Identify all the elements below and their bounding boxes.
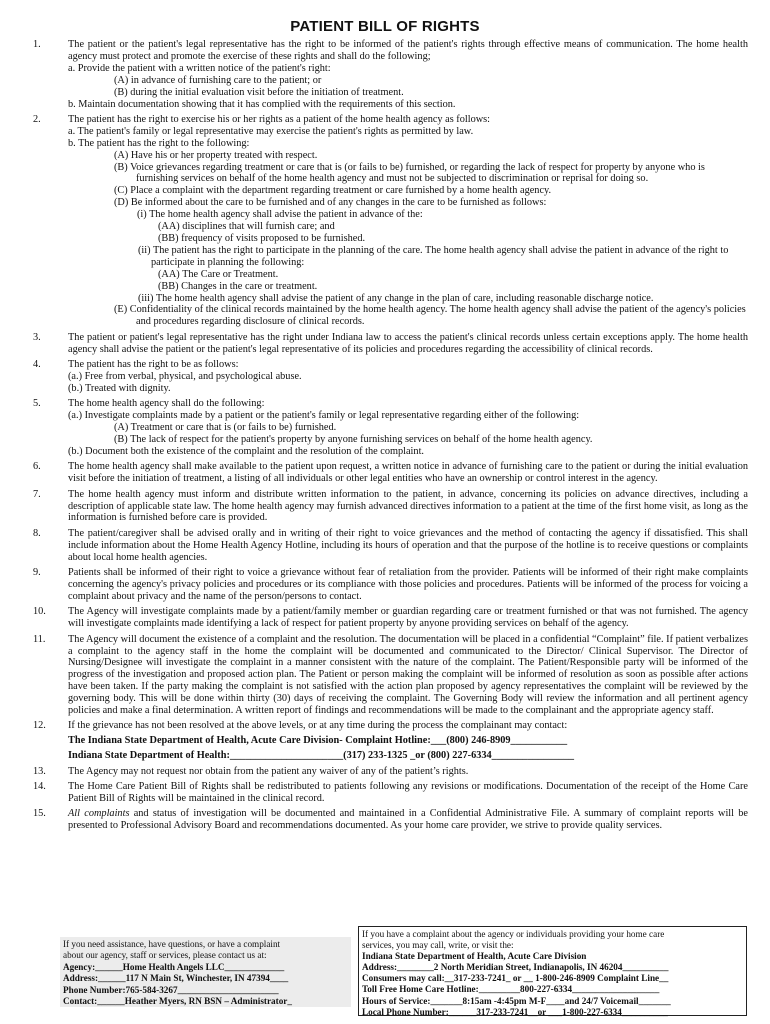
item-number: 15. [33, 808, 46, 820]
item-text: The home health agency must inform and distribute written information to the patient, in advance, concerning its policies on advance directives, including a description of applicable state law. The home health agency may furnish advanced directives information to a patient at the time of the first home visit, as long as the information is furnished before care is provided. [68, 488, 748, 524]
item-number: 13. [33, 765, 46, 777]
item-number: 11. [33, 633, 46, 645]
item-text: (AA) The Care or Treatment. [158, 268, 279, 280]
item-number: 3. [33, 331, 41, 343]
item-text: The patient has the right to be as follows: [68, 359, 239, 371]
rights-item [33, 606, 748, 630]
item-text: Indiana State Department of Health:______________________(317) 233-1325 _or (800) 227-6334________________ [68, 750, 575, 762]
agency-contact-box [60, 937, 351, 1007]
item-text: Patients shall be informed of their right to voice a grievance without fear of retaliation from the provider. Patients will be informed of their right make complaints concerning the agency's privacy policies and procedures or its compliance with those policies and procedures. Patients will be informed of the process for voicing a complaint about privacy and the name of the person/persons to contact. [68, 567, 748, 602]
item-text: b. The patient has the right to the following: [68, 137, 250, 149]
state-contact-line: Indiana State Department of Health, Acute Care Division [362, 951, 587, 962]
item-text: The patient/caregiver shall be advised orally and in writing of their right to voice grievances and the method of contacting the agency if dissatisfied. This shall include information about the Home Health Agency Hotline, including its hours of operation and that the purpose of the hotline is to receive questions or complaints about local home health agencies. [68, 527, 748, 563]
state-contact-line: Toll Free Home Care Hotline:_________800-227-6334___________________ [362, 984, 660, 995]
item-text: The Agency will investigate complaints made by a patient/family member or guardian regarding care or treatment furnished or that was not furnished. The agency will investigate complaints made identifying a lack of respect for patient property by anyone providing services on behalf of the agency. [68, 606, 748, 630]
rights-item [33, 39, 748, 110]
state-contact-line: If you have a complaint about the agency or individuals providing your home care [362, 929, 665, 939]
item-number: 7. [33, 488, 41, 500]
item-text: (D) Be informed about the care to be furnished and of any changes in the care to be furnished as follows: [114, 197, 547, 209]
item-number: 4. [33, 359, 41, 371]
item-text: The patient has the right to exercise his or her rights as a patient of the home health agency as follows: [68, 113, 491, 125]
state-contact-line: services, you may call, write, or visit the: [362, 940, 514, 951]
item-number: 12. [33, 720, 46, 732]
item-text: (B) during the initial evaluation visit before the initiation of treatment. [114, 86, 404, 98]
item-number: 1. [33, 39, 41, 50]
item-text: (A) in advance of furnishing care to the patient; or [114, 74, 322, 86]
state-contact-line: Address:________2 North Meridian Street, Indianapolis, IN 46204__________ [362, 962, 669, 973]
spacer [33, 832, 748, 836]
agency-contact-line: Agency:______Home Health Angels LLC_____________ [63, 961, 285, 972]
agency-contact-line: Address:______117 N Main St, Winchester, IN 47394____ [63, 973, 289, 984]
item-number: 10. [33, 606, 46, 618]
agency-contact-line: about our agency, staff or services, please contact us at: [63, 950, 267, 961]
item-text: The Home Care Patient Bill of Rights shall be redistributed to patients following any revisions or modifications. Documentation of the receipt of the Home Care Patient Bill of Rights will be maintained in the clinical record. [68, 781, 748, 804]
item-number: 5. [33, 398, 41, 410]
state-contact-box [358, 926, 747, 1016]
state-contact-line: Hours of Service:_______8:15am -4:45pm M-F____and 24/7 Voicemail_______ [362, 995, 671, 1006]
item-number: 14. [33, 781, 46, 793]
emphasis: All complaints [68, 808, 130, 820]
item-text: The patient or the patient's legal representative has the right to be informed of the patient's rights through effective means of communication. The home health agency must protect and promote the exercise of these rights and shall do the following; [68, 39, 748, 62]
rights-item [33, 359, 748, 395]
agency-contact-line: If you need assistance, have questions, or have a complaint [63, 939, 281, 949]
rights-item [33, 114, 748, 328]
item-text: (A) Treatment or care that is (or fails to be) furnished. [114, 422, 337, 434]
item-number: 9. [33, 567, 41, 579]
item-text: (ii) The patient has the right to participate in the planning of the care. The home health agency shall advise the patient in advance of the right to participate in planning the following: [138, 244, 729, 268]
item-text: The Agency will document the existence of a complaint and the resolution. The documentation will be placed in a confidential “Complaint” file. If patient verbalizes a complaint to the agency staff in the home the complaint will be documented and communicated to the Director/ Clinical Supervisor. The Director of Nursing/Designee will investigate the complaint in a manner consistent with the nature of the complaint. The Patient/Responsible party will be informed of the progress of the investigation and proposed action plan. The Patient or person making the complaint will be informed of resolution as soon as possible after actions have been taken. If the party making the complaint is not satisfied with the action plan proposed by agency representatives the complaint will be reviewed by the governing body. This will be done within thirty (30) days of receiving the complaint. The Governing Body will review the information and all pertinent agency policies and make a final determination. A written report of findings and recommendations will be made to the complainant and the appropriate agency staff. [68, 633, 748, 717]
rights-item [33, 720, 748, 762]
item-text: (a.) Investigate complaints made by a patient or the patient's family or legal representative regarding either of the following: [68, 410, 580, 422]
item-text: (B) The lack of respect for the patient's property by anyone furnishing services on behalf of the home health agency. [114, 434, 593, 445]
rights-item [33, 634, 748, 717]
rights-item [33, 528, 748, 564]
item-text: (C) Place a complaint with the department regarding treatment or care furnished by a home health agency. [114, 185, 552, 197]
agency-contact-line: Phone Number:765-584-3267______________________ [63, 984, 279, 995]
rights-item [33, 461, 748, 485]
item-text: (E) Confidentiality of the clinical records maintained by the home health agency. The home health agency shall advise the patient of the agency's policies and procedures regarding disclosure of clinical records. [114, 304, 746, 328]
item-text: a. Provide the patient with a written notice of the patient's right: [68, 62, 331, 74]
rights-item [33, 766, 748, 778]
item-number: 8. [33, 527, 41, 539]
item-text: The home health agency shall do the following: [68, 398, 265, 410]
rights-item [33, 489, 748, 525]
item-text: (BB) Changes in the care or treatment. [158, 280, 318, 292]
item-text: (a.) Free from verbal, physical, and psychological abuse. [68, 370, 302, 382]
rights-list [33, 39, 748, 836]
item-text: The Indiana State Department of Health, Acute Care Division- Complaint Hotline:___(800) 246-8909___________ [68, 735, 568, 747]
rights-item [33, 567, 748, 603]
state-contact-line: Local Phone Number:______317-233-7241__or ___1-800-227-6334__________ [362, 1006, 668, 1017]
state-contact-line: Consumers may call:__317-233-7241_ or __ 1-800-246-8909 Complaint Line__ [362, 973, 669, 984]
rights-item [33, 781, 748, 805]
item-text: (BB) frequency of visits proposed to be furnished. [158, 233, 366, 244]
rights-item [33, 398, 748, 458]
item-text: b. Maintain documentation showing that it has complied with the requirements of this section. [68, 98, 456, 110]
rights-item [33, 332, 748, 356]
document-title: PATIENT BILL OF RIGHTS [290, 18, 480, 35]
item-text: If the grievance has not been resolved at the above levels, or at any time during the process the complainant may contact: [68, 720, 568, 732]
item-text: (iii) The home health agency shall advise the patient of any change in the plan of care, including reasonable discharge notice. [138, 292, 654, 304]
item-text: The Agency may not request nor obtain from the patient any waiver of any of the patient’s rights. [68, 765, 469, 777]
item-text: (b.) Treated with dignity. [68, 382, 171, 394]
item-text: (b.) Document both the existence of the complaint and the resolution of the complaint. [68, 445, 425, 457]
rights-item [33, 808, 748, 832]
item-text: (A) Have his or her property treated with respect. [114, 149, 318, 161]
item-text: All complaints and status of investigation will be documented and maintained in a Confidential Administrative File. A summary of complaint reports will be presented to Professional Advisory Board and recommendations documented. As your home care provider, we strive to provide quality services. [68, 808, 748, 832]
item-text: (AA) disciplines that will furnish care; and [158, 221, 335, 233]
item-text: (B) Voice grievances regarding treatment or care that is (or fails to be) furnished, or regarding the lack of respect for property by anyone who is furnishing services on behalf of the home health agency and must not be subjected to discrimination or reprisal for doing so. [114, 161, 705, 185]
item-number: 2. [33, 113, 41, 125]
item-text: (i) The home health agency shall advise the patient in advance of the: [137, 209, 423, 221]
item-text: The patient or patient's legal representative has the right under Indiana law to access the patient's clinical records unless certain exceptions apply. The home health agency shall advise the patient or the patient's legal representative of its policies and procedures regarding the accessibility of clinical records. [68, 331, 748, 355]
item-number: 6. [33, 461, 41, 473]
item-text: The home health agency shall make available to the patient upon request, a written notice in advance of furnishing care to the patient or during the initial evaluation visit before the initiation of treatment, a listing of all individuals or other legal entities who have an ownership or control interest in the agency. [68, 461, 748, 485]
agency-contact-line: Contact:______Heather Myers, RN BSN – Administrator_ [63, 996, 292, 1007]
item-text: a. The patient's family or legal representative may exercise the patient's rights as permitted by law. [68, 125, 474, 137]
